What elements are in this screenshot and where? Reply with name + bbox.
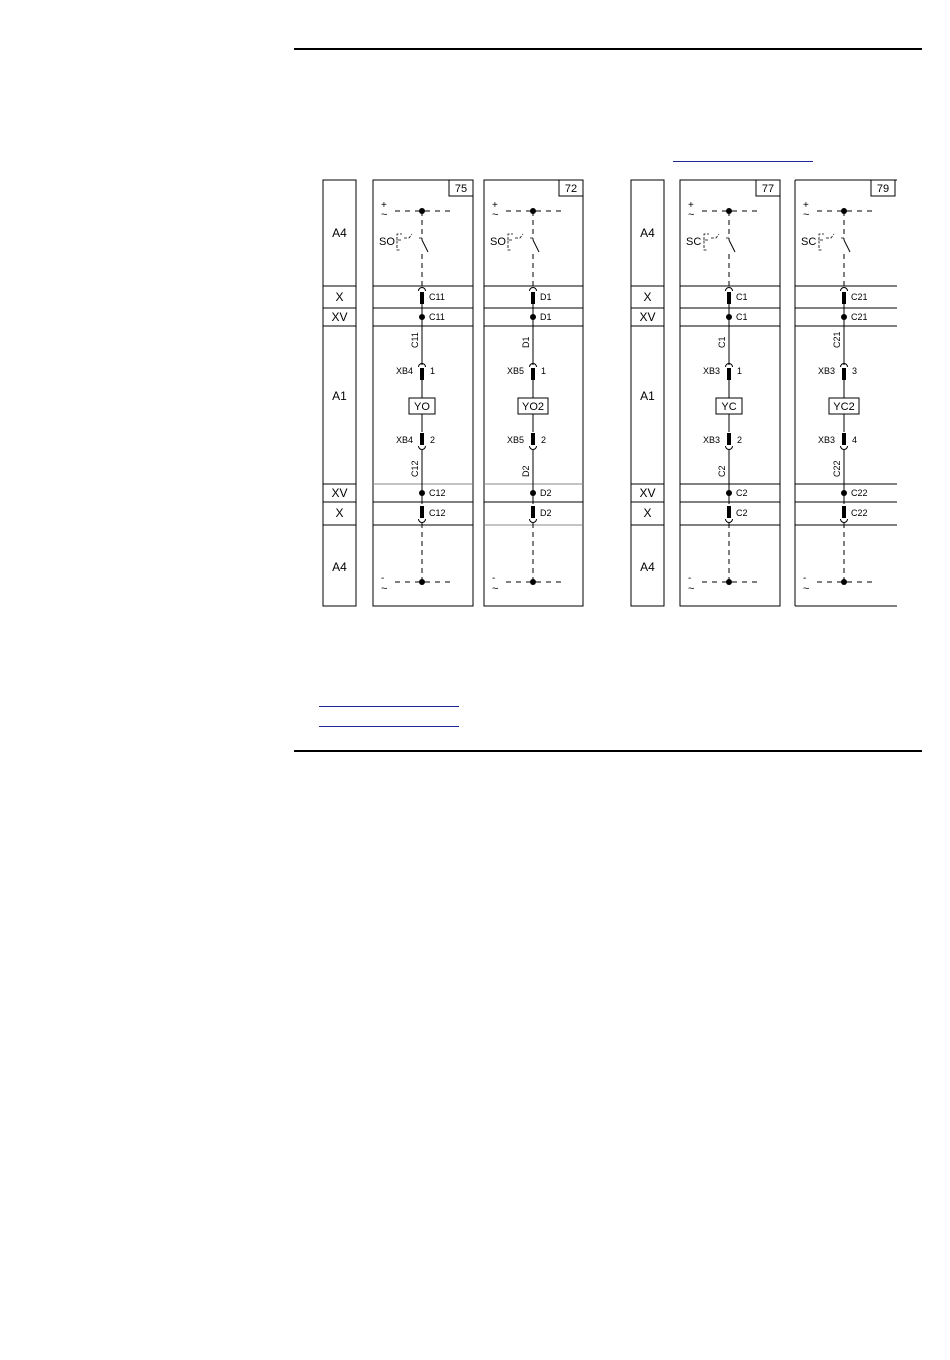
switch-label: SO [490, 236, 506, 248]
minus-sign: - [688, 573, 692, 584]
wire-label-top: C11 [410, 332, 420, 348]
x-terminal-label: D1 [540, 292, 552, 302]
ac-sign: ~ [803, 209, 810, 221]
x-connector-top-bar [420, 292, 424, 304]
xv-terminal-label: D2 [540, 488, 552, 498]
circuit-number: 79 [876, 183, 890, 195]
connector-bottom-bar [842, 433, 846, 445]
ac-sign: ~ [381, 583, 388, 595]
pin-label-top: 1 [737, 366, 743, 376]
connector-top-bar [727, 368, 731, 380]
x-connector-bottom-bar [842, 506, 846, 518]
pin-label-top: 1 [541, 366, 547, 376]
connector-bottom-bar [531, 433, 535, 445]
switch-label: SC [801, 236, 817, 248]
pin-label-bottom: 2 [430, 435, 436, 445]
xv-terminal-label: C21 [851, 312, 868, 322]
x-terminal-label: C11 [429, 292, 445, 302]
ac-sign: ~ [381, 209, 388, 221]
x-connector-bottom-arc [726, 519, 733, 523]
x-connector-top-bar [531, 292, 535, 304]
x-connector-bottom-bar [420, 506, 424, 518]
pin-label-bottom: 2 [541, 435, 547, 445]
xv-terminal-label: C1 [736, 312, 748, 322]
plus-sign: + [492, 200, 498, 211]
circuit-number: 75 [454, 183, 468, 195]
wire-label-bottom: D2 [521, 465, 531, 477]
wire-label-top: D1 [521, 336, 531, 348]
x-connector-top-arc [419, 288, 426, 292]
row-label: A4 [640, 226, 655, 240]
connector-label-top: XB3 [818, 366, 836, 376]
coil-label: YO [414, 401, 430, 413]
wire-label-bottom: C2 [717, 465, 727, 477]
minus-sign: - [492, 573, 496, 584]
x-connector-top-arc [841, 288, 848, 292]
x-terminal-label: C21 [851, 292, 868, 302]
connector-top-bar [842, 368, 846, 380]
row-label: XV [639, 310, 656, 324]
x-connector-bottom-arc [841, 519, 848, 523]
pin-label-bottom: 2 [737, 435, 743, 445]
switch-actuator [508, 234, 533, 250]
ac-sign: ~ [492, 209, 499, 221]
x-terminal-label: C2 [736, 508, 748, 518]
row-label: X [335, 290, 344, 304]
pin-label-top: 1 [430, 366, 436, 376]
wire-label-bottom: C12 [410, 460, 420, 477]
row-label: XV [331, 310, 348, 324]
pin-label-bottom: 4 [852, 435, 858, 445]
switch-actuator [819, 234, 844, 250]
x-terminal-label: C1 [736, 292, 748, 302]
row-label: X [335, 506, 344, 520]
connector-label-top: XB4 [396, 366, 414, 376]
row-label: XV [331, 486, 348, 500]
connector-bottom-bar [420, 433, 424, 445]
connector-top-bar [531, 368, 535, 380]
connector-top-bar [420, 368, 424, 380]
connector-label-top: XB5 [507, 366, 525, 376]
x-terminal-label: C22 [851, 508, 868, 518]
x-connector-bottom-arc [419, 519, 426, 523]
ac-sign: ~ [688, 583, 695, 595]
connector-label-bottom: XB4 [396, 435, 414, 445]
circuit-number: 77 [761, 183, 775, 195]
wire-label-top: C1 [717, 336, 727, 348]
x-connector-top-bar [842, 292, 846, 304]
wire-label-bottom: C22 [832, 460, 842, 477]
plus-sign: + [803, 200, 809, 211]
ac-sign: ~ [803, 583, 810, 595]
x-terminal-label: D2 [540, 508, 552, 518]
connector-bottom-arc [841, 446, 848, 450]
coil-label: YO2 [521, 401, 545, 413]
connector-bottom-bar [727, 433, 731, 445]
xv-terminal-label: D1 [540, 312, 552, 322]
row-label: A1 [332, 389, 347, 403]
minus-sign: - [803, 573, 807, 584]
coil-label: YC [721, 401, 737, 413]
x-connector-top-arc [530, 288, 537, 292]
connector-label-top: XB3 [703, 366, 721, 376]
pin-label-top: 3 [852, 366, 858, 376]
circuit-number: 72 [564, 183, 578, 195]
connector-bottom-arc [530, 446, 537, 450]
plus-sign: + [688, 200, 694, 211]
row-label: A4 [332, 226, 347, 240]
row-label: A4 [640, 560, 655, 574]
switch-actuator [397, 234, 422, 250]
x-connector-bottom-arc [530, 519, 537, 523]
connector-bottom-arc [726, 446, 733, 450]
x-connector-bottom-bar [727, 506, 731, 518]
row-label: X [643, 506, 652, 520]
xv-terminal-label: C12 [429, 488, 446, 498]
coil-label: YC2 [833, 401, 855, 413]
x-connector-bottom-bar [531, 506, 535, 518]
x-terminal-label: C12 [429, 508, 446, 518]
switch-blade [844, 240, 850, 252]
connector-label-bottom: XB3 [703, 435, 721, 445]
switch-label: SC [686, 236, 702, 248]
connector-bottom-arc [419, 446, 426, 450]
minus-sign: - [381, 573, 385, 584]
wire-label-top: C21 [832, 331, 842, 348]
switch-label: SO [379, 236, 395, 248]
xv-terminal-label: C22 [851, 488, 868, 498]
xv-terminal-label: C11 [429, 312, 445, 322]
x-connector-top-bar [727, 292, 731, 304]
ac-sign: ~ [492, 583, 499, 595]
connector-label-bottom: XB3 [818, 435, 836, 445]
plus-sign: + [381, 200, 387, 211]
row-label: X [643, 290, 652, 304]
switch-blade [422, 240, 428, 252]
connector-label-bottom: XB5 [507, 435, 525, 445]
row-label: A1 [640, 389, 655, 403]
switch-blade [729, 240, 735, 252]
row-label: XV [639, 486, 656, 500]
row-label: A4 [332, 560, 347, 574]
ac-sign: ~ [688, 209, 695, 221]
x-connector-top-arc [726, 288, 733, 292]
switch-actuator [704, 234, 729, 250]
switch-blade [533, 240, 539, 252]
xv-terminal-label: C2 [736, 488, 748, 498]
